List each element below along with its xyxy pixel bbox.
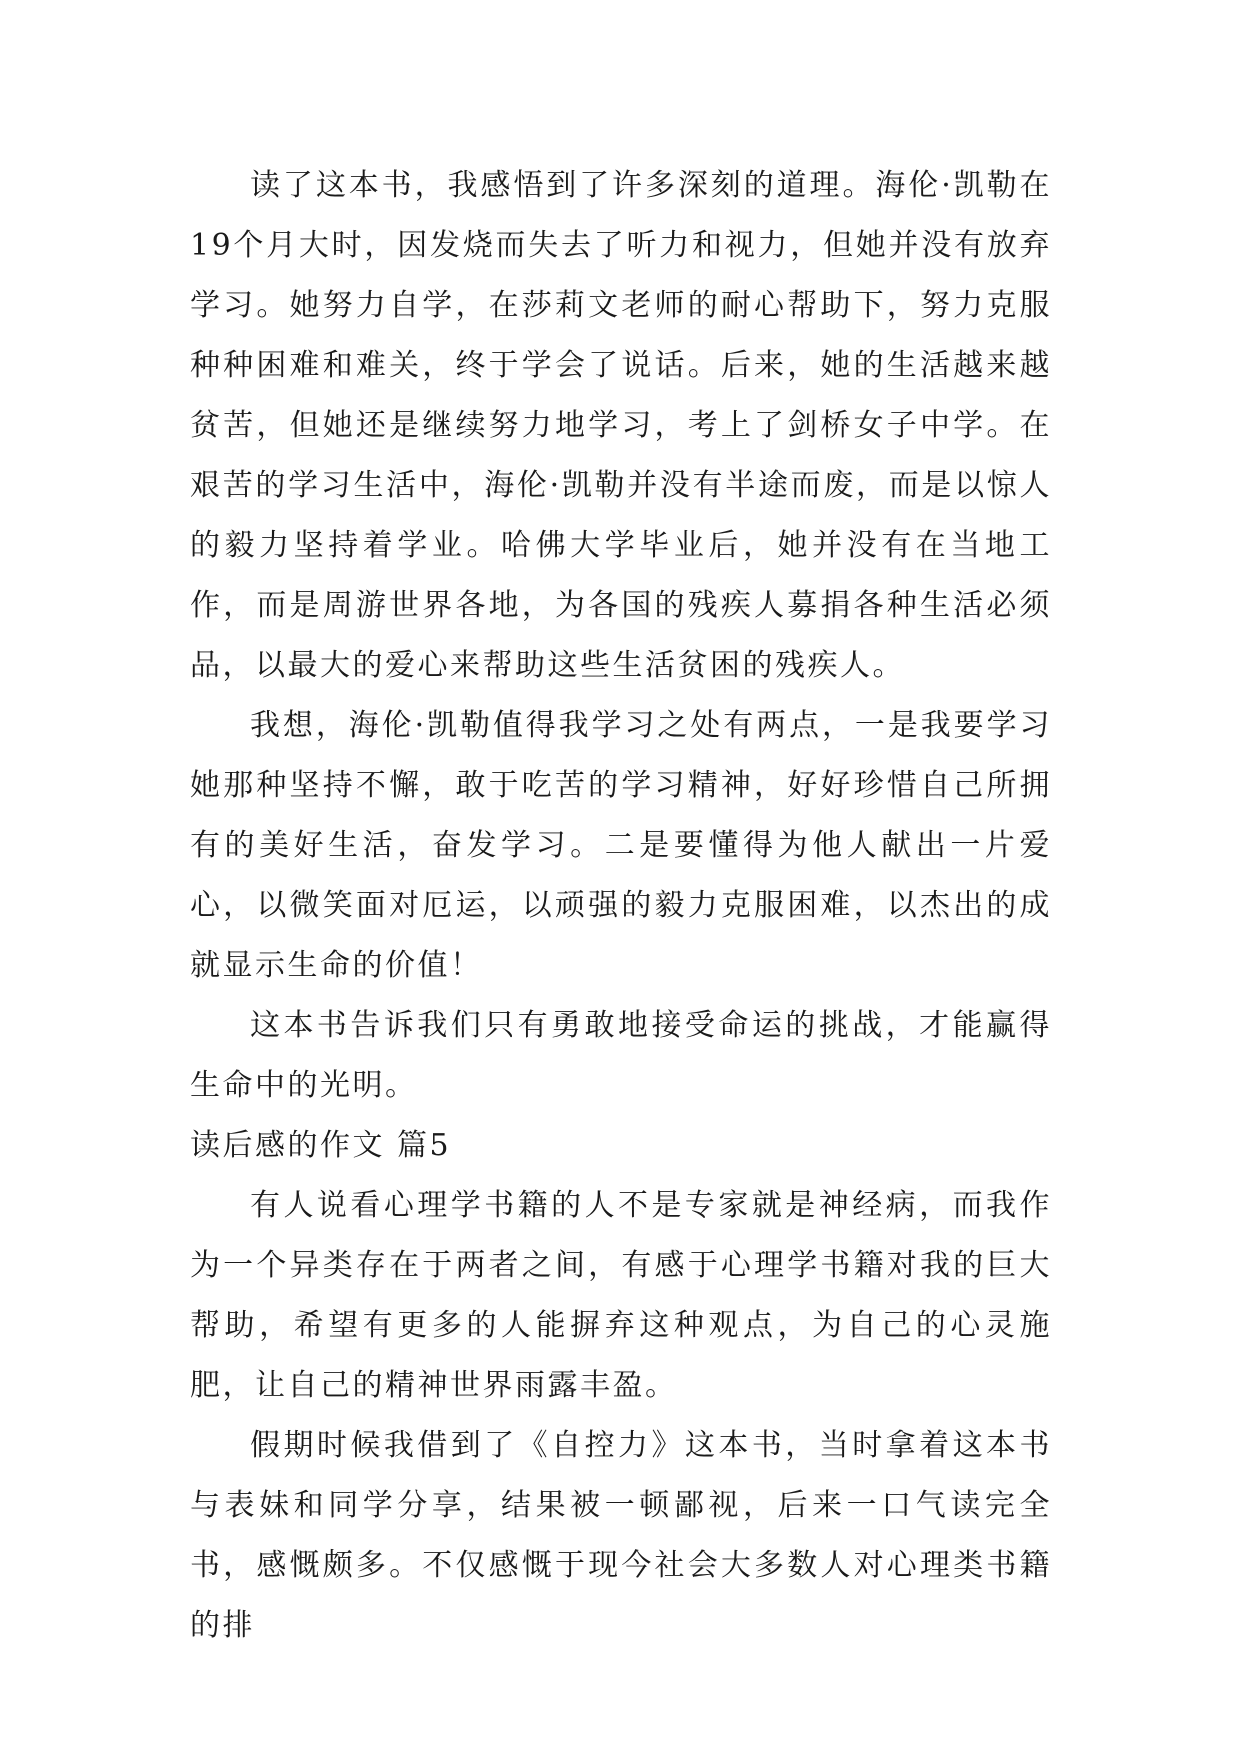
paragraph-helen-keller-story: 读了这本书，我感悟到了许多深刻的道理。海伦·凯勒在19个月大时，因发烧而失去了听力和视力，但她并没有放弃学习。她努力自学，在莎莉文老师的耐心帮助下，努力克服种种困难和难关，终于学会了说话。后来，她的生活越来越贫苦，但她还是继续努力地学习，考上了剑桥女子中学。在艰苦的学习生活中，海伦·凯勒并没有半途而废，而是以惊人的毅力坚持着学业。哈佛大学毕业后，她并没有在当地工作，而是周游世界各地，为各国的残疾人募捐各种生活必须品，以最大的爱心来帮助这些生活贫困的残疾人。 (190, 168, 1052, 683)
paragraph-conclusion: 这本书告诉我们只有勇敢地接受命运的挑战，才能赢得生命中的光明。 (190, 1008, 1052, 1103)
paragraph-lessons-learned: 我想，海伦·凯勒值得我学习之处有两点，一是我要学习她那种坚持不懈，敢于吃苦的学习精神，好好珍惜自己所拥有的美好生活，奋发学习。二是要懂得为他人献出一片爱心，以微笑面对厄运，以顽强的毅力克服困难，以杰出的成就显示生命的价值！ (190, 708, 1052, 983)
paragraph-psychology-books: 有人说看心理学书籍的人不是专家就是神经病，而我作为一个异类存在于两者之间，有感于心理学书籍对我的巨大帮助，希望有更多的人能摒弃这种观点，为自己的心灵施肥，让自己的精神世界雨露丰盈。 (190, 1188, 1052, 1403)
paragraph-self-control-book: 假期时候我借到了《自控力》这本书，当时拿着这本书与表妹和同学分享，结果被一顿鄙视，后来一口气读完全书，感慨颇多。不仅感慨于现今社会大多数人对心理类书籍的排 (190, 1428, 1052, 1643)
document-page (190, 156, 1052, 1656)
section-heading: 读后感的作文 篇5 (190, 1128, 452, 1163)
